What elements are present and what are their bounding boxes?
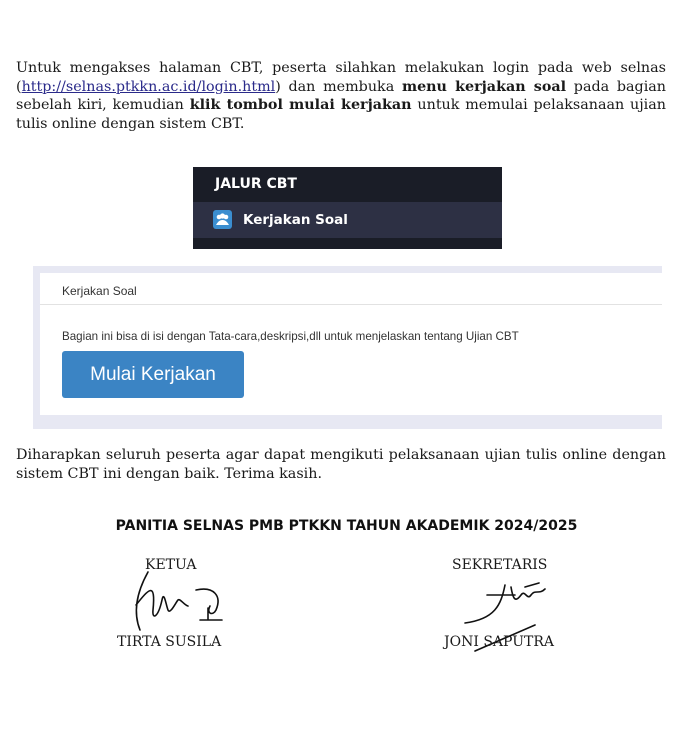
closing-paragraph: Diharapkan seluruh peserta agar dapat mengikuti pelaksanaan ujian tulis online dengan sistem CBT ini dengan baik. Terima kasih.: [16, 447, 666, 482]
mulai-kerjakan-button[interactable]: Mulai Kerjakan: [62, 351, 244, 398]
intro-bold-button: klik tombol mulai kerjakan: [189, 97, 412, 113]
nav-title: JALUR CBT: [215, 176, 297, 192]
right-name: JONI SAPUTRA: [444, 634, 554, 650]
card-header: [40, 273, 662, 305]
intro-bold-menu: menu kerjakan soal: [401, 78, 567, 95]
left-name: TIRTA SUSILA: [117, 634, 222, 650]
cbt-nav-panel: [193, 167, 502, 249]
intro-text-4: untuk memulai pelaksanaan ujian tulis online dengan sistem CBT.: [16, 97, 666, 132]
card-header-label: Kerjakan Soal: [62, 284, 137, 298]
nav-item-kerjakan-soal[interactable]: [193, 202, 502, 238]
right-role: SEKRETARIS: [452, 557, 548, 573]
nav-item-label: Kerjakan Soal: [243, 212, 348, 228]
committee-heading: PANITIA SELNAS PMB PTKKN TAHUN AKADEMIK 2024/2025: [115, 518, 578, 534]
login-link[interactable]: http://selnas.ptkkn.ac.id/login.html: [21, 78, 276, 95]
intro-text-1: Untuk mengakses halaman CBT, peserta silahkan melakukan login pada web selnas (: [16, 60, 666, 95]
intro-paragraph: [16, 59, 666, 133]
card-frame: [33, 266, 662, 429]
left-role: KETUA: [145, 557, 197, 573]
card-description: Bagian ini bisa di isi dengan Tata-cara,deskripsi,dll untuk menjelaskan tentang Ujian CBT: [62, 330, 519, 343]
kerjakan-soal-card: [40, 273, 662, 415]
left-signature: [118, 560, 238, 640]
users-icon: [213, 210, 232, 229]
intro-text-3: pada bagian sebelah kiri, kemudian: [16, 78, 666, 113]
intro-text-2: ) dan membuka: [275, 78, 402, 95]
